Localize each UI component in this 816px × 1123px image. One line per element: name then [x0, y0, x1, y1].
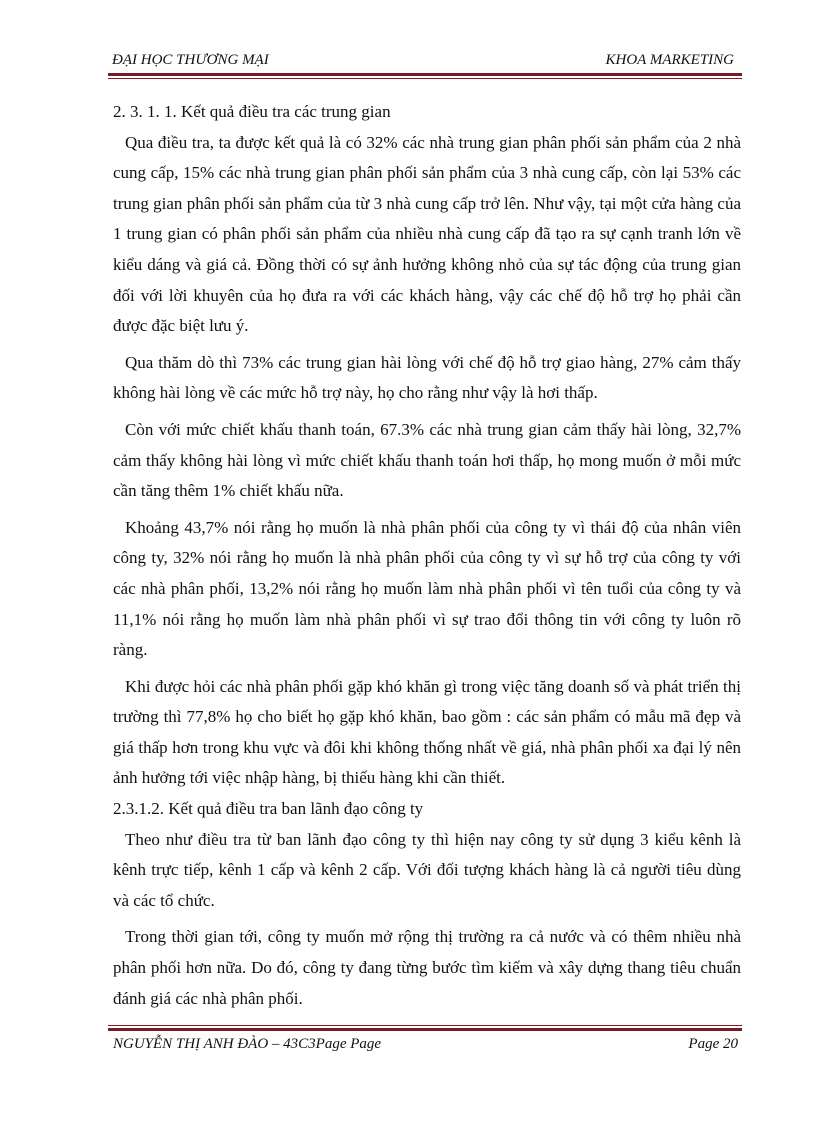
page-header — [108, 52, 736, 72]
paragraph: Trong thời gian tới, công ty muốn mở rộng thị trường ra cả nước và có thêm nhiều nhà phân phối hơn nữa. Do đó, công ty đang từng bước tìm kiếm và xây dựng thang tiêu chuẩn đánh giá các nhà phân phối. — [113, 927, 741, 1008]
footer-author: NGUYỄN THỊ ANH ĐÀO – 43C3Page Page — [113, 1036, 382, 1052]
footer-rule-thin — [108, 1025, 742, 1026]
section-heading-2-3-1-1: 2. 3. 1. 1. Kết quả điều tra các trung gian — [113, 102, 391, 121]
paragraph: Qua thăm dò thì 73% các trung gian hài lòng với chế độ hỗ trợ giao hàng, 27% cảm thấy không hài lòng về các mức hỗ trợ này, họ cho rằng như vậy là hơi thấp. — [113, 352, 741, 403]
header-faculty: KHOA MARKETING — [605, 52, 734, 68]
document-body — [113, 97, 741, 1014]
paragraph: Khoảng 43,7% nói rằng họ muốn là nhà phân phối của công ty vì thái độ của nhân viên công ty, 32% nói rằng họ muốn là nhà phân phối của công ty vì sự hỗ trợ của công ty với các nhà phân phối, 13,2% nói rằng họ muốn làm nhà phân phối vì tên tuổi của công ty và 11,1% nói rằng họ muốn làm nhà phân phối vì sự trao đổi thông tin với công ty luôn rõ ràng. — [113, 517, 741, 660]
paragraph: Qua điều tra, ta được kết quả là có 32% các nhà trung gian phân phối sản phẩm của 2 nhà cung cấp, 15% các nhà trung gian phân phối sản phẩm của 3 nhà cung cấp, còn lại 53% các trung gian phân phối sản phẩm của từ 3 nhà cung cấp trở lên. Như vậy, tại một cửa hàng của 1 trung gian có phân phối sản phẩm của nhiều nhà cung cấp đã tạo ra sự cạnh tranh lớn về kiểu dáng và giá cả. Đồng thời có sự ảnh hưởng không nhỏ của sự tác động của trung gian đối với lời khuyên của họ đưa ra với các khách hàng, vậy các chế độ hỗ trợ họ phải cần được đặc biệt lưu ý. — [113, 132, 741, 336]
header-rule-thick — [108, 73, 742, 76]
paragraph: Còn với mức chiết khấu thanh toán, 67.3% các nhà trung gian cảm thấy hài lòng, 32,7% cảm thấy không hài lòng vì mức chiết khấu thanh toán hơi thấp, họ mong muốn ở mỗi mức cần tăng thêm 1% chiết khấu nữa. — [113, 419, 741, 501]
paragraph: Khi được hỏi các nhà phân phối gặp khó khăn gì trong việc tăng doanh số và phát triển thị trường thì 77,8% họ cho biết họ gặp khó khăn, bao gồm : các sản phẩm có mẫu mã đẹp và giá thấp hơn trong khu vực và đôi khi không thống nhất về giá, nhà phân phối xa đại lý nên ảnh hưởng tới việc nhập hàng, bị thiếu hàng khi cần thiết. — [113, 676, 741, 788]
section-heading-2-3-1-2: 2.3.1.2. Kết quả điều tra ban lãnh đạo công ty — [113, 799, 424, 819]
page-footer — [113, 1036, 738, 1056]
page-number: Page 20 — [688, 1036, 738, 1052]
footer-rule-thick — [108, 1028, 742, 1031]
header-university: ĐẠI HỌC THƯƠNG MẠI — [112, 52, 269, 68]
paragraph: Theo như điều tra từ ban lãnh đạo công ty thì hiện nay công ty sử dụng 3 kiểu kênh là kênh trực tiếp, kênh 1 cấp và kênh 2 cấp. Với đối tượng khách hàng là cả người tiêu dùng và các tổ chức. — [113, 829, 741, 910]
header-rule-thin — [108, 78, 742, 79]
